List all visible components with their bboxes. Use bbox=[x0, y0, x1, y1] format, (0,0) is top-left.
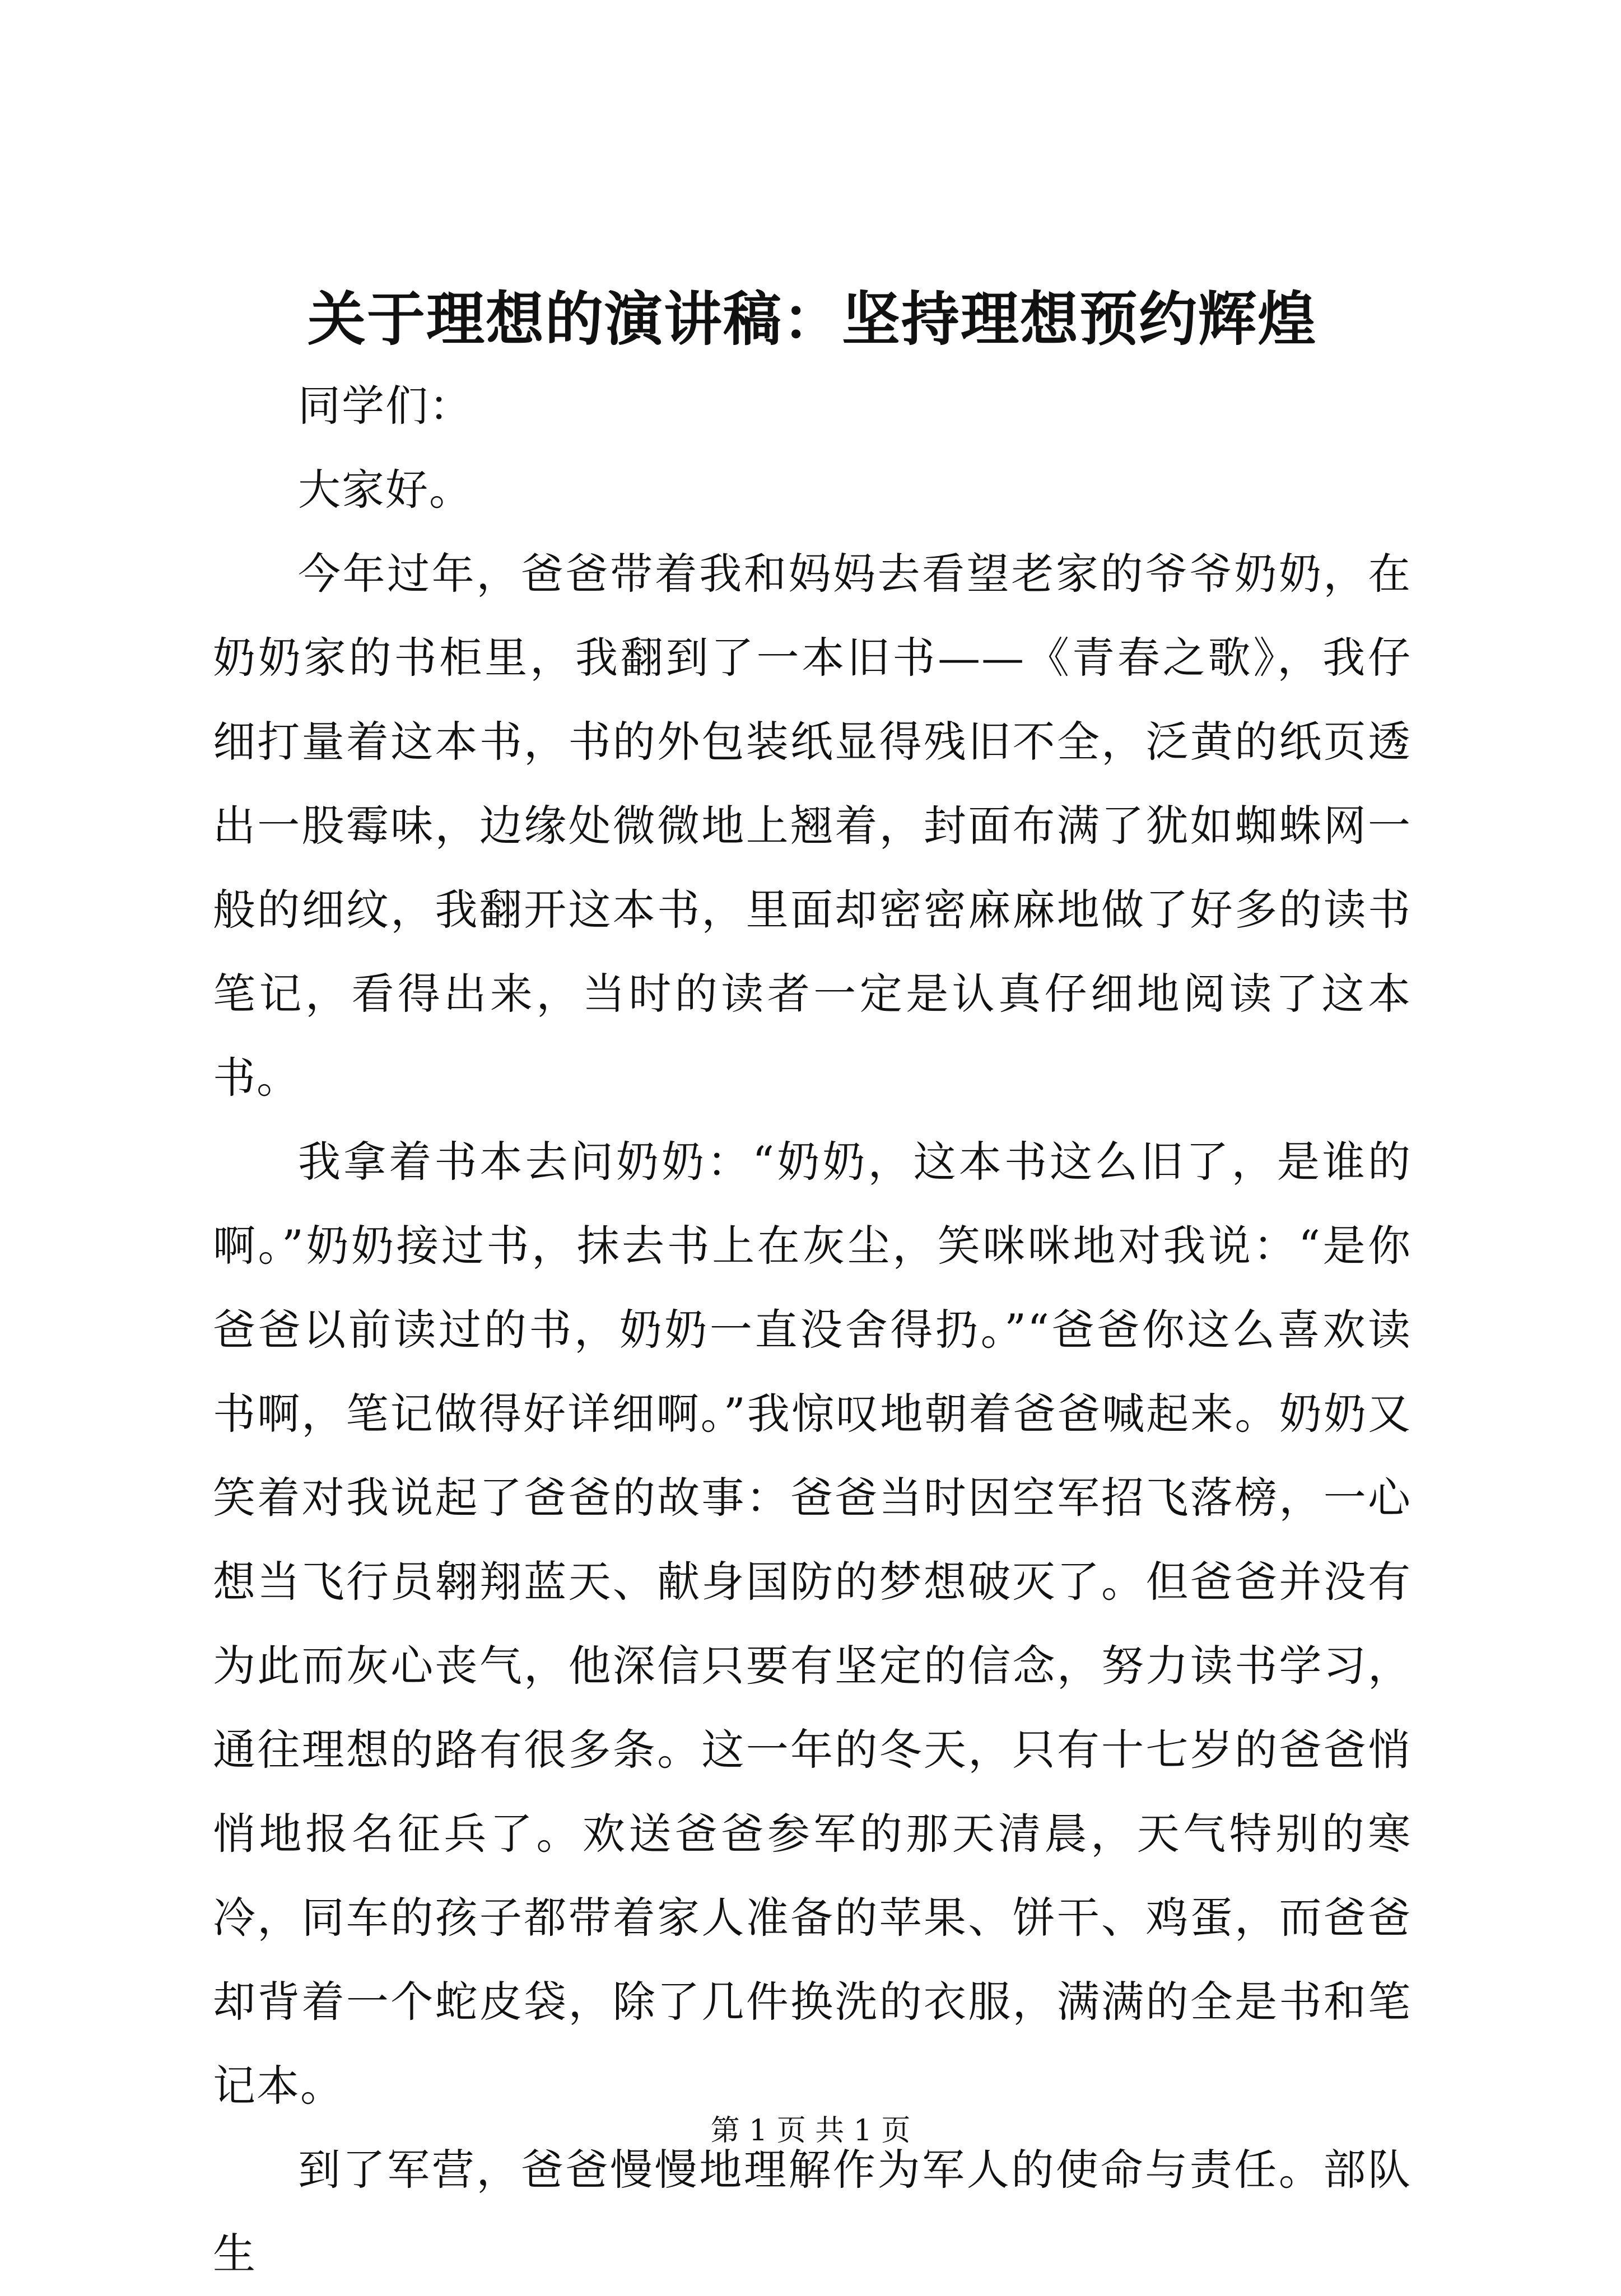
page-footer: 第 1 页 共 1 页 bbox=[710, 2114, 911, 2148]
salutation-paragraph: 大家好。 bbox=[298, 465, 473, 515]
document-title: 关于理想的演讲稿：坚持理想预约辉煌 bbox=[307, 284, 1317, 353]
body-paragraph: 今年过年，爸爸带着我和妈妈去看望老家的爷爷奶奶，在奶奶家的书柜里，我翻到了一本旧书——《青春之歌》，我仔细打量着这本书，书的外包装纸显得残旧不全，泛黄的纸页透出一股霉味，边缘处微微地上翘着，封面布满了犹如蜘蛛网一般的细纹，我翻开这本书，里面却密密麻麻地做了好多的读书笔记，看得出来，当时的读者一定是认真仔细地阅读了这本书。 bbox=[213, 549, 1412, 1103]
body-paragraph: 我拿着书本去问奶奶：“奶奶，这本书这么旧了，是谁的啊。”奶奶接过书，抹去书上在灰尘，笑咪咪地对我说：“是你爸爸以前读过的书，奶奶一直没舍得扔。”“爸爸你这么喜欢读书啊，笔记做得好详细啊。”我惊叹地朝着爸爸喊起来。奶奶又笑着对我说起了爸爸的故事：爸爸当时因空军招飞落榜，一心想当飞行员翱翔蓝天、献身国防的梦想破灭了。但爸爸并没有为此而灰心丧气，他深信只要有坚定的信念，努力读书学习，通往理想的路有很多条。这一年的冬天，只有十七岁的爸爸悄悄地报名征兵了。欢送爸爸参军的那天清晨，天气特别的寒冷，同车的孩子都带着家人准备的苹果、饼干、鸡蛋，而爸爸却背着一个蛇皮袋，除了几件换洗的衣服，满满的全是书和笔记本。 bbox=[213, 1137, 1412, 2111]
document-body bbox=[213, 364, 1412, 2296]
greeting-paragraph: 同学们： bbox=[298, 381, 473, 431]
body-paragraph: 到了军营，爸爸慢慢地理解作为军人的使命与责任。部队生 bbox=[213, 2145, 1412, 2279]
